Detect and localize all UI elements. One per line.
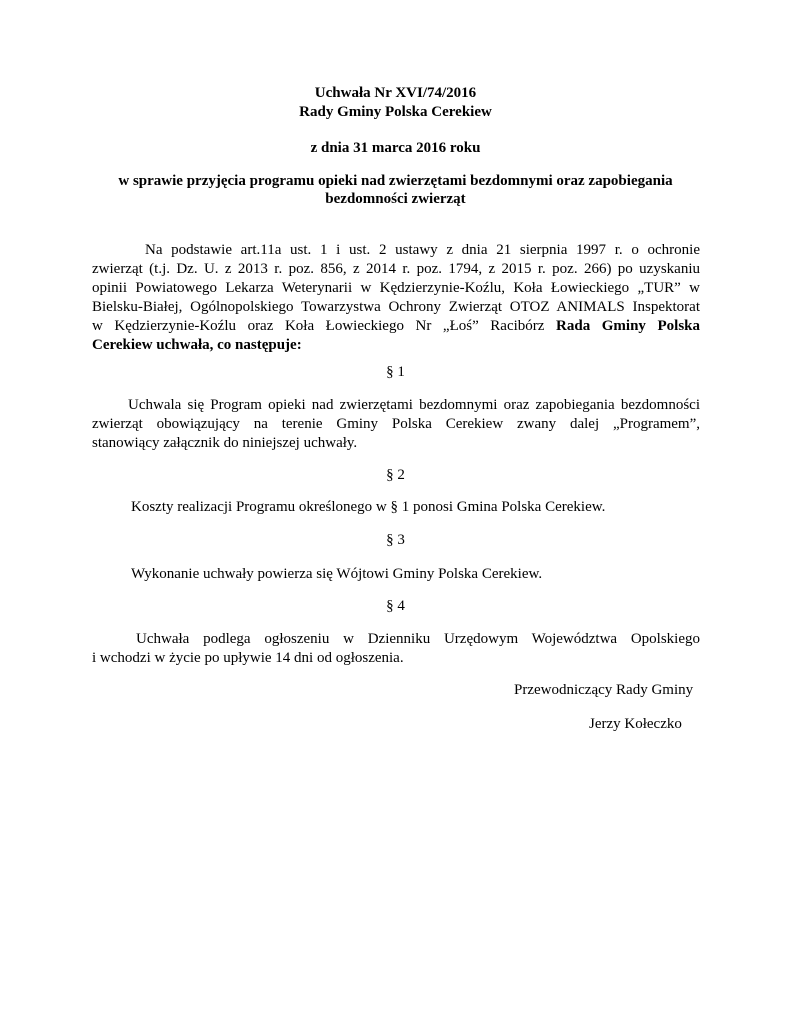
- section-line: Koszty realizacji Programu określonego w § 1 ponosi Gmina Polska Cerekiew.: [131, 499, 606, 515]
- preamble-text: w Kędzierzynie-Koźlu oraz Koła Łowieckiego Nr „Łoś” Racibórz: [92, 318, 557, 334]
- section-1-paragraph: [92, 396, 700, 453]
- signature-role: Przewodniczący Rady Gminy: [514, 682, 694, 698]
- section-line: stanowiący załącznik do niniejszej uchwały.: [92, 435, 358, 451]
- preamble-bold-text: Rada Gminy Polska: [556, 318, 701, 334]
- section-4-paragraph: [92, 630, 700, 668]
- section-2-paragraph: [92, 498, 700, 517]
- section-line: Wykonanie uchwały powierza się Wójtowi Gminy Polska Cerekiew.: [131, 566, 543, 582]
- section-line: Uchwała podlega ogłoszeniu w Dzienniku Urzędowym Województwa Opolskiego: [136, 631, 700, 647]
- section-line: Uchwala się Program opieki nad zwierzętami bezdomnymi oraz zapobiegania bezdomności: [128, 397, 700, 413]
- council-name: Rady Gminy Polska Cerekiew: [299, 104, 492, 120]
- section-2-symbol: § 2: [386, 467, 405, 483]
- subject-line-2: bezdomności zwierząt: [325, 191, 466, 207]
- section-3-paragraph: [92, 565, 700, 584]
- resolution-date: z dnia 31 marca 2016 roku: [310, 140, 481, 156]
- section-line: zwierząt obowiązujący na terenie Gminy Polska Cerekiew zwany dalej „Programem”,: [92, 416, 700, 432]
- section-1-symbol: § 1: [386, 364, 405, 380]
- preamble-line: Na podstawie art.11a ust. 1 i ust. 2 ustawy z dnia 21 sierpnia 1997 r. o ochronie: [145, 242, 700, 258]
- preamble-line: zwierząt (t.j. Dz. U. z 2013 r. poz. 856, z 2014 r. poz. 1794, z 2015 r. poz. 266) po uzyskaniu: [92, 261, 700, 277]
- signature-name: Jerzy Kołeczko: [589, 716, 682, 732]
- section-3-symbol: § 3: [386, 532, 405, 548]
- preamble-line: [92, 317, 700, 336]
- preamble-bold-line: Cerekiew uchwała, co następuje:: [92, 337, 302, 353]
- preamble-line: Bielsku-Białej, Ogólnopolskiego Towarzystwa Ochrony Zwierząt OTOZ ANIMALS Inspektorat: [92, 299, 700, 315]
- section-line: i wchodzi w życie po upływie 14 dni od ogłoszenia.: [92, 650, 404, 666]
- resolution-number: Uchwała Nr XVI/74/2016: [314, 85, 477, 101]
- preamble-line: opinii Powiatowego Lekarza Weterynarii w Kędzierzynie-Koźlu, Koła Łowieckiego „TUR” w: [92, 280, 700, 296]
- preamble-paragraph: [92, 241, 700, 355]
- section-4-symbol: § 4: [386, 598, 405, 614]
- subject-line-1: w sprawie przyjęcia programu opieki nad zwierzętami bezdomnymi oraz zapobiegania: [118, 173, 673, 189]
